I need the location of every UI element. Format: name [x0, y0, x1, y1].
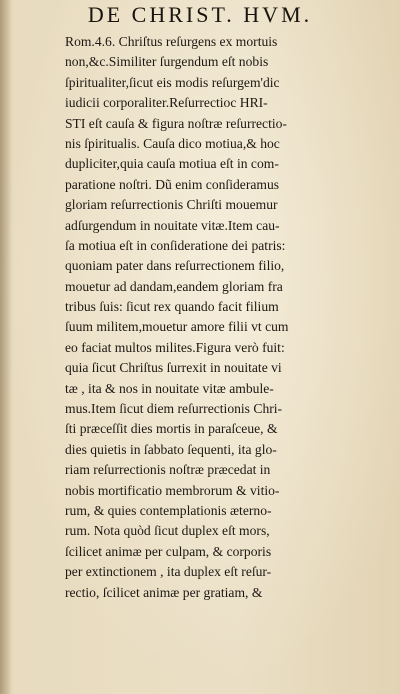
text-line: tæ , ita & nos in nouitate vitæ ambule-: [65, 380, 274, 396]
text-line: ſpiritualiter,ſicut eis modis reſurgem'dic: [65, 74, 280, 90]
text-line: adſurgendum in nouitate vitæ.Item cau-: [65, 217, 280, 233]
text-line: mouetur ad dandam,eandem gloriam fra: [65, 278, 283, 294]
text-line: Rom.4.6. Chriſtus reſurgens ex mortuis: [65, 34, 278, 49]
text-line: per extinctionem , ita duplex eſt reſur-: [65, 564, 272, 580]
text-line: dies quietis in ſabbato ſequenti, ita glo-: [65, 441, 277, 457]
text-line: ſuum militem,mouetur amore filii vt cum: [65, 319, 289, 335]
text-line: gloriam reſurrectionis Chriſti mouemur: [65, 197, 278, 213]
text-line: quia ſicut Chriſtus ſurrexit in nouitate vi: [65, 360, 282, 376]
text-line: iudicii corporaliter.Reſurrectioc HRI-: [65, 95, 268, 111]
running-head: DE CHRIST. HVM.: [87, 2, 313, 27]
gutter-shadow: [0, 0, 12, 694]
text-line: mus.Item ſicut diem reſurrectionis Chri-: [65, 401, 283, 417]
text-line: ſa motiua eſt in conſideratione dei patris:: [65, 237, 286, 253]
text-line: ſcilicet animæ per culpam, & corporis: [65, 543, 272, 559]
text-line: eo faciat multos milites.Figura verò fuit:: [65, 339, 285, 355]
text-line: nobis mortificatio membrorum & vitio-: [65, 482, 280, 498]
text-line: rectio, ſcilicet animæ per gratiam, &: [65, 584, 263, 600]
text-line: paratione noſtri. Dũ enim conſideramus: [65, 176, 280, 192]
text-line: ſti præceſſit dies mortis in paraſceue, &: [65, 421, 278, 437]
text-line: rum. Nota quòd ſicut duplex eſt mors,: [65, 523, 270, 539]
text-line: dupliciter,quia cauſa motiua eſt in com-: [65, 156, 279, 172]
text-line: rum, & quies contemplationis æterno-: [65, 502, 272, 518]
text-line: tribus ſuis: ſicut rex quando facit filium: [65, 299, 279, 315]
text-line: nis ſpiritualis. Cauſa dico motiua,& hoc: [65, 135, 280, 151]
text-line: non,&c.Similiter ſurgendum eſt nobis: [65, 54, 269, 70]
text-line: STI eſt cauſa & figura noſtræ reſurrectio-: [65, 115, 287, 131]
text-line: riam reſurrectionis noſtræ præcedat in: [65, 462, 271, 478]
body-text: [65, 32, 393, 692]
text-line: quoniam pater dans reſurrectionem filio,: [65, 258, 285, 274]
